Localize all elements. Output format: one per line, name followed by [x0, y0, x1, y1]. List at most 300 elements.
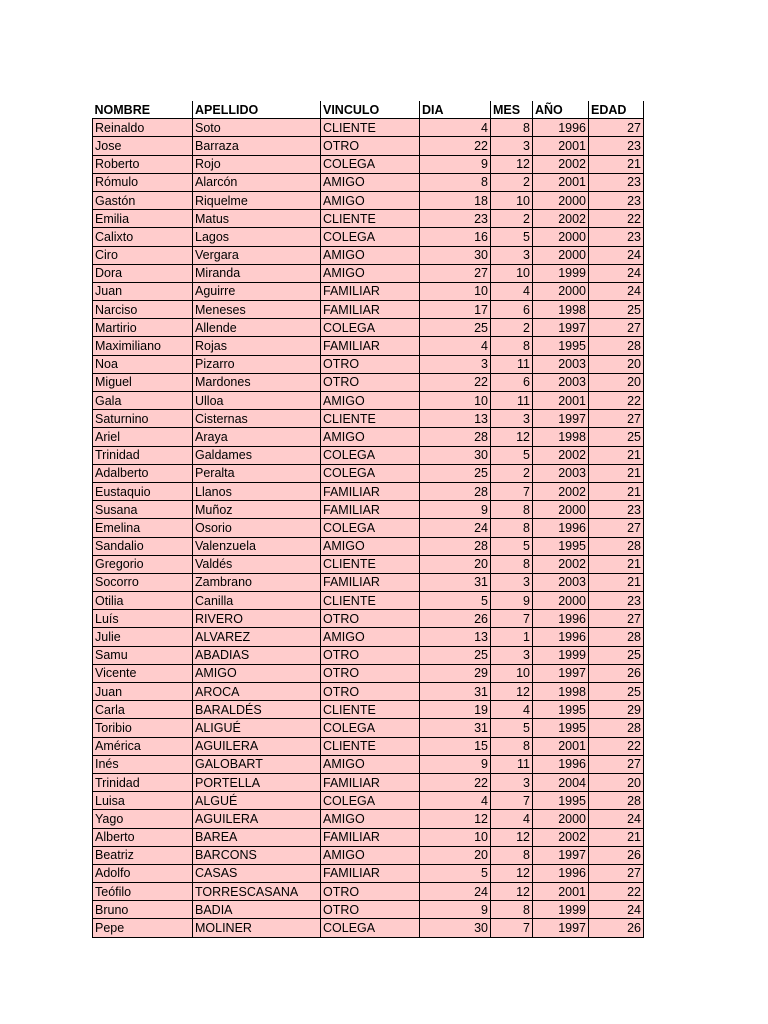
- cell-dia[interactable]: 5: [420, 864, 491, 882]
- cell-mes[interactable]: 5: [491, 228, 533, 246]
- cell-anio[interactable]: 2002: [533, 555, 589, 573]
- cell-vinculo[interactable]: CLIENTE: [321, 555, 420, 573]
- cell-dia[interactable]: 24: [420, 883, 491, 901]
- cell-apellido[interactable]: Rojas: [193, 337, 321, 355]
- cell-dia[interactable]: 4: [420, 792, 491, 810]
- cell-apellido[interactable]: Mardones: [193, 373, 321, 391]
- cell-apellido[interactable]: GALOBART: [193, 755, 321, 773]
- cell-vinculo[interactable]: FAMILIAR: [321, 573, 420, 591]
- cell-mes[interactable]: 3: [491, 573, 533, 591]
- cell-dia[interactable]: 30: [420, 919, 491, 937]
- cell-vinculo[interactable]: COLEGA: [321, 919, 420, 937]
- cell-edad[interactable]: 25: [589, 683, 644, 701]
- cell-anio[interactable]: 2001: [533, 137, 589, 155]
- cell-mes[interactable]: 10: [491, 664, 533, 682]
- cell-dia[interactable]: 23: [420, 210, 491, 228]
- cell-edad[interactable]: 23: [589, 137, 644, 155]
- cell-nombre[interactable]: Emilia: [93, 210, 193, 228]
- cell-dia[interactable]: 13: [420, 628, 491, 646]
- cell-nombre[interactable]: Saturnino: [93, 410, 193, 428]
- cell-dia[interactable]: 26: [420, 610, 491, 628]
- cell-nombre[interactable]: Sandalio: [93, 537, 193, 555]
- cell-apellido[interactable]: Pizarro: [193, 355, 321, 373]
- cell-mes[interactable]: 8: [491, 737, 533, 755]
- cell-edad[interactable]: 21: [589, 464, 644, 482]
- cell-mes[interactable]: 4: [491, 282, 533, 300]
- cell-vinculo[interactable]: FAMILIAR: [321, 337, 420, 355]
- cell-anio[interactable]: 2002: [533, 210, 589, 228]
- cell-apellido[interactable]: ABADIAS: [193, 646, 321, 664]
- cell-edad[interactable]: 21: [589, 446, 644, 464]
- column-header-apellido[interactable]: APELLIDO: [193, 101, 321, 119]
- cell-apellido[interactable]: Miranda: [193, 264, 321, 282]
- cell-nombre[interactable]: Trinidad: [93, 773, 193, 791]
- cell-dia[interactable]: 27: [420, 264, 491, 282]
- cell-mes[interactable]: 12: [491, 155, 533, 173]
- cell-nombre[interactable]: Narciso: [93, 301, 193, 319]
- cell-vinculo[interactable]: FAMILIAR: [321, 828, 420, 846]
- cell-apellido[interactable]: Alarcón: [193, 173, 321, 191]
- cell-dia[interactable]: 9: [420, 501, 491, 519]
- cell-edad[interactable]: 24: [589, 901, 644, 919]
- cell-anio[interactable]: 2002: [533, 155, 589, 173]
- cell-vinculo[interactable]: OTRO: [321, 683, 420, 701]
- cell-dia[interactable]: 20: [420, 846, 491, 864]
- cell-dia[interactable]: 10: [420, 828, 491, 846]
- cell-anio[interactable]: 1996: [533, 864, 589, 882]
- cell-nombre[interactable]: Ciro: [93, 246, 193, 264]
- cell-vinculo[interactable]: AMIGO: [321, 846, 420, 864]
- cell-edad[interactable]: 22: [589, 883, 644, 901]
- cell-vinculo[interactable]: FAMILIAR: [321, 301, 420, 319]
- cell-mes[interactable]: 10: [491, 191, 533, 209]
- cell-nombre[interactable]: Yago: [93, 810, 193, 828]
- cell-vinculo[interactable]: CLIENTE: [321, 119, 420, 137]
- cell-apellido[interactable]: Matus: [193, 210, 321, 228]
- cell-mes[interactable]: 5: [491, 537, 533, 555]
- cell-edad[interactable]: 22: [589, 392, 644, 410]
- cell-edad[interactable]: 27: [589, 610, 644, 628]
- cell-mes[interactable]: 2: [491, 464, 533, 482]
- cell-vinculo[interactable]: OTRO: [321, 883, 420, 901]
- cell-anio[interactable]: 1997: [533, 919, 589, 937]
- cell-anio[interactable]: 1996: [533, 628, 589, 646]
- cell-anio[interactable]: 1996: [533, 519, 589, 537]
- cell-edad[interactable]: 29: [589, 701, 644, 719]
- cell-anio[interactable]: 2000: [533, 228, 589, 246]
- cell-edad[interactable]: 27: [589, 519, 644, 537]
- cell-apellido[interactable]: Osorio: [193, 519, 321, 537]
- cell-dia[interactable]: 31: [420, 719, 491, 737]
- column-header-nombre[interactable]: NOMBRE: [93, 101, 193, 119]
- cell-dia[interactable]: 18: [420, 191, 491, 209]
- cell-mes[interactable]: 1: [491, 628, 533, 646]
- cell-apellido[interactable]: Araya: [193, 428, 321, 446]
- cell-edad[interactable]: 24: [589, 810, 644, 828]
- cell-anio[interactable]: 1995: [533, 537, 589, 555]
- cell-apellido[interactable]: TORRESCASANA: [193, 883, 321, 901]
- cell-nombre[interactable]: Luisa: [93, 792, 193, 810]
- cell-dia[interactable]: 3: [420, 355, 491, 373]
- cell-vinculo[interactable]: CLIENTE: [321, 701, 420, 719]
- cell-edad[interactable]: 25: [589, 301, 644, 319]
- cell-mes[interactable]: 8: [491, 119, 533, 137]
- cell-nombre[interactable]: Pepe: [93, 919, 193, 937]
- cell-anio[interactable]: 2004: [533, 773, 589, 791]
- cell-edad[interactable]: 22: [589, 737, 644, 755]
- cell-anio[interactable]: 1998: [533, 301, 589, 319]
- cell-dia[interactable]: 28: [420, 482, 491, 500]
- cell-nombre[interactable]: Juan: [93, 683, 193, 701]
- cell-mes[interactable]: 12: [491, 828, 533, 846]
- cell-mes[interactable]: 12: [491, 883, 533, 901]
- cell-vinculo[interactable]: AMIGO: [321, 392, 420, 410]
- cell-mes[interactable]: 12: [491, 864, 533, 882]
- cell-dia[interactable]: 24: [420, 519, 491, 537]
- cell-edad[interactable]: 28: [589, 537, 644, 555]
- cell-mes[interactable]: 7: [491, 919, 533, 937]
- cell-vinculo[interactable]: COLEGA: [321, 155, 420, 173]
- cell-vinculo[interactable]: COLEGA: [321, 446, 420, 464]
- cell-anio[interactable]: 2001: [533, 883, 589, 901]
- cell-edad[interactable]: 23: [589, 592, 644, 610]
- cell-apellido[interactable]: BAREA: [193, 828, 321, 846]
- cell-mes[interactable]: 8: [491, 555, 533, 573]
- cell-mes[interactable]: 3: [491, 410, 533, 428]
- cell-anio[interactable]: 1998: [533, 683, 589, 701]
- cell-vinculo[interactable]: AMIGO: [321, 810, 420, 828]
- cell-nombre[interactable]: Beatriz: [93, 846, 193, 864]
- cell-vinculo[interactable]: AMIGO: [321, 628, 420, 646]
- cell-anio[interactable]: 2000: [533, 501, 589, 519]
- cell-nombre[interactable]: Julie: [93, 628, 193, 646]
- cell-dia[interactable]: 10: [420, 282, 491, 300]
- cell-anio[interactable]: 1996: [533, 119, 589, 137]
- cell-mes[interactable]: 4: [491, 701, 533, 719]
- column-header-vinculo[interactable]: VINCULO: [321, 101, 420, 119]
- cell-mes[interactable]: 2: [491, 173, 533, 191]
- cell-nombre[interactable]: Noa: [93, 355, 193, 373]
- cell-dia[interactable]: 28: [420, 537, 491, 555]
- cell-dia[interactable]: 5: [420, 592, 491, 610]
- cell-mes[interactable]: 10: [491, 264, 533, 282]
- cell-vinculo[interactable]: COLEGA: [321, 228, 420, 246]
- cell-dia[interactable]: 31: [420, 683, 491, 701]
- cell-vinculo[interactable]: CLIENTE: [321, 210, 420, 228]
- cell-nombre[interactable]: América: [93, 737, 193, 755]
- cell-anio[interactable]: 2000: [533, 810, 589, 828]
- cell-nombre[interactable]: Vicente: [93, 664, 193, 682]
- cell-apellido[interactable]: BADIA: [193, 901, 321, 919]
- cell-edad[interactable]: 20: [589, 355, 644, 373]
- cell-mes[interactable]: 3: [491, 137, 533, 155]
- cell-dia[interactable]: 13: [420, 410, 491, 428]
- cell-vinculo[interactable]: OTRO: [321, 137, 420, 155]
- cell-nombre[interactable]: Ariel: [93, 428, 193, 446]
- cell-apellido[interactable]: BARALDÉS: [193, 701, 321, 719]
- cell-dia[interactable]: 4: [420, 119, 491, 137]
- cell-nombre[interactable]: Otilia: [93, 592, 193, 610]
- cell-nombre[interactable]: Rómulo: [93, 173, 193, 191]
- cell-nombre[interactable]: Reinaldo: [93, 119, 193, 137]
- cell-anio[interactable]: 2001: [533, 392, 589, 410]
- cell-apellido[interactable]: Meneses: [193, 301, 321, 319]
- cell-edad[interactable]: 21: [589, 482, 644, 500]
- cell-apellido[interactable]: Cisternas: [193, 410, 321, 428]
- cell-mes[interactable]: 2: [491, 210, 533, 228]
- cell-edad[interactable]: 21: [589, 155, 644, 173]
- cell-nombre[interactable]: Martirio: [93, 319, 193, 337]
- cell-mes[interactable]: 6: [491, 373, 533, 391]
- cell-vinculo[interactable]: AMIGO: [321, 173, 420, 191]
- cell-vinculo[interactable]: COLEGA: [321, 519, 420, 537]
- cell-mes[interactable]: 12: [491, 683, 533, 701]
- cell-mes[interactable]: 5: [491, 719, 533, 737]
- cell-edad[interactable]: 28: [589, 628, 644, 646]
- cell-anio[interactable]: 1998: [533, 428, 589, 446]
- cell-anio[interactable]: 2003: [533, 355, 589, 373]
- cell-apellido[interactable]: Llanos: [193, 482, 321, 500]
- cell-dia[interactable]: 9: [420, 755, 491, 773]
- cell-edad[interactable]: 26: [589, 664, 644, 682]
- cell-vinculo[interactable]: FAMILIAR: [321, 864, 420, 882]
- cell-mes[interactable]: 8: [491, 337, 533, 355]
- cell-mes[interactable]: 3: [491, 246, 533, 264]
- cell-apellido[interactable]: AGUILERA: [193, 737, 321, 755]
- cell-nombre[interactable]: Samu: [93, 646, 193, 664]
- cell-nombre[interactable]: Inés: [93, 755, 193, 773]
- cell-nombre[interactable]: Trinidad: [93, 446, 193, 464]
- cell-nombre[interactable]: Socorro: [93, 573, 193, 591]
- cell-apellido[interactable]: PORTELLA: [193, 773, 321, 791]
- cell-apellido[interactable]: ALIGUÉ: [193, 719, 321, 737]
- column-header-mes[interactable]: MES: [491, 101, 533, 119]
- cell-apellido[interactable]: ALVAREZ: [193, 628, 321, 646]
- cell-nombre[interactable]: Susana: [93, 501, 193, 519]
- cell-nombre[interactable]: Gala: [93, 392, 193, 410]
- cell-edad[interactable]: 27: [589, 410, 644, 428]
- cell-edad[interactable]: 27: [589, 119, 644, 137]
- cell-mes[interactable]: 11: [491, 755, 533, 773]
- cell-dia[interactable]: 10: [420, 392, 491, 410]
- cell-edad[interactable]: 27: [589, 755, 644, 773]
- cell-mes[interactable]: 11: [491, 392, 533, 410]
- cell-nombre[interactable]: Teófilo: [93, 883, 193, 901]
- cell-anio[interactable]: 1999: [533, 264, 589, 282]
- cell-dia[interactable]: 28: [420, 428, 491, 446]
- cell-anio[interactable]: 1997: [533, 664, 589, 682]
- cell-apellido[interactable]: RIVERO: [193, 610, 321, 628]
- cell-dia[interactable]: 15: [420, 737, 491, 755]
- cell-nombre[interactable]: Roberto: [93, 155, 193, 173]
- cell-edad[interactable]: 24: [589, 282, 644, 300]
- cell-apellido[interactable]: CASAS: [193, 864, 321, 882]
- cell-anio[interactable]: 2003: [533, 464, 589, 482]
- cell-nombre[interactable]: Gregorio: [93, 555, 193, 573]
- cell-anio[interactable]: 1996: [533, 610, 589, 628]
- cell-dia[interactable]: 9: [420, 155, 491, 173]
- cell-anio[interactable]: 2000: [533, 592, 589, 610]
- cell-edad[interactable]: 25: [589, 646, 644, 664]
- cell-dia[interactable]: 8: [420, 173, 491, 191]
- cell-vinculo[interactable]: FAMILIAR: [321, 282, 420, 300]
- cell-dia[interactable]: 30: [420, 246, 491, 264]
- cell-mes[interactable]: 2: [491, 319, 533, 337]
- cell-vinculo[interactable]: FAMILIAR: [321, 501, 420, 519]
- cell-dia[interactable]: 25: [420, 464, 491, 482]
- cell-edad[interactable]: 23: [589, 173, 644, 191]
- cell-apellido[interactable]: AROCA: [193, 683, 321, 701]
- cell-mes[interactable]: 6: [491, 301, 533, 319]
- cell-apellido[interactable]: Soto: [193, 119, 321, 137]
- cell-dia[interactable]: 25: [420, 646, 491, 664]
- cell-vinculo[interactable]: OTRO: [321, 610, 420, 628]
- cell-anio[interactable]: 1996: [533, 755, 589, 773]
- cell-apellido[interactable]: BARCONS: [193, 846, 321, 864]
- cell-apellido[interactable]: Galdames: [193, 446, 321, 464]
- cell-anio[interactable]: 2003: [533, 373, 589, 391]
- cell-apellido[interactable]: Rojo: [193, 155, 321, 173]
- cell-vinculo[interactable]: FAMILIAR: [321, 482, 420, 500]
- cell-apellido[interactable]: Aguirre: [193, 282, 321, 300]
- cell-edad[interactable]: 25: [589, 428, 644, 446]
- cell-edad[interactable]: 24: [589, 246, 644, 264]
- cell-anio[interactable]: 1997: [533, 846, 589, 864]
- cell-anio[interactable]: 1999: [533, 901, 589, 919]
- cell-vinculo[interactable]: OTRO: [321, 373, 420, 391]
- cell-vinculo[interactable]: AMIGO: [321, 246, 420, 264]
- cell-apellido[interactable]: Valenzuela: [193, 537, 321, 555]
- cell-dia[interactable]: 30: [420, 446, 491, 464]
- cell-nombre[interactable]: Gastón: [93, 191, 193, 209]
- cell-apellido[interactable]: AGUILERA: [193, 810, 321, 828]
- cell-mes[interactable]: 3: [491, 646, 533, 664]
- cell-nombre[interactable]: Emelina: [93, 519, 193, 537]
- cell-mes[interactable]: 3: [491, 773, 533, 791]
- cell-anio[interactable]: 1995: [533, 719, 589, 737]
- cell-nombre[interactable]: Bruno: [93, 901, 193, 919]
- cell-mes[interactable]: 7: [491, 610, 533, 628]
- cell-apellido[interactable]: Valdés: [193, 555, 321, 573]
- cell-edad[interactable]: 26: [589, 919, 644, 937]
- cell-dia[interactable]: 25: [420, 319, 491, 337]
- cell-edad[interactable]: 21: [589, 573, 644, 591]
- cell-mes[interactable]: 12: [491, 428, 533, 446]
- cell-mes[interactable]: 8: [491, 519, 533, 537]
- cell-edad[interactable]: 21: [589, 555, 644, 573]
- cell-anio[interactable]: 2002: [533, 446, 589, 464]
- cell-apellido[interactable]: Barraza: [193, 137, 321, 155]
- column-header-dia[interactable]: DIA: [420, 101, 491, 119]
- cell-edad[interactable]: 28: [589, 792, 644, 810]
- cell-apellido[interactable]: ALGUÉ: [193, 792, 321, 810]
- cell-vinculo[interactable]: CLIENTE: [321, 592, 420, 610]
- cell-anio[interactable]: 2002: [533, 828, 589, 846]
- cell-dia[interactable]: 12: [420, 810, 491, 828]
- cell-dia[interactable]: 22: [420, 773, 491, 791]
- cell-anio[interactable]: 2001: [533, 737, 589, 755]
- cell-edad[interactable]: 23: [589, 501, 644, 519]
- cell-apellido[interactable]: Peralta: [193, 464, 321, 482]
- cell-dia[interactable]: 17: [420, 301, 491, 319]
- cell-vinculo[interactable]: AMIGO: [321, 537, 420, 555]
- cell-vinculo[interactable]: AMIGO: [321, 755, 420, 773]
- cell-dia[interactable]: 22: [420, 137, 491, 155]
- column-header-edad[interactable]: EDAD: [589, 101, 644, 119]
- cell-dia[interactable]: 9: [420, 901, 491, 919]
- cell-vinculo[interactable]: AMIGO: [321, 191, 420, 209]
- cell-apellido[interactable]: Muñoz: [193, 501, 321, 519]
- cell-dia[interactable]: 31: [420, 573, 491, 591]
- cell-apellido[interactable]: Riquelme: [193, 191, 321, 209]
- cell-vinculo[interactable]: COLEGA: [321, 792, 420, 810]
- cell-anio[interactable]: 2001: [533, 173, 589, 191]
- cell-edad[interactable]: 22: [589, 210, 644, 228]
- cell-edad[interactable]: 27: [589, 864, 644, 882]
- cell-mes[interactable]: 8: [491, 501, 533, 519]
- cell-nombre[interactable]: Eustaquio: [93, 482, 193, 500]
- cell-apellido[interactable]: Vergara: [193, 246, 321, 264]
- cell-nombre[interactable]: Dora: [93, 264, 193, 282]
- cell-nombre[interactable]: Adalberto: [93, 464, 193, 482]
- cell-mes[interactable]: 4: [491, 810, 533, 828]
- cell-vinculo[interactable]: OTRO: [321, 355, 420, 373]
- cell-nombre[interactable]: Adolfo: [93, 864, 193, 882]
- cell-vinculo[interactable]: CLIENTE: [321, 737, 420, 755]
- cell-mes[interactable]: 11: [491, 355, 533, 373]
- cell-anio[interactable]: 2000: [533, 282, 589, 300]
- cell-apellido[interactable]: Lagos: [193, 228, 321, 246]
- cell-vinculo[interactable]: COLEGA: [321, 319, 420, 337]
- cell-nombre[interactable]: Calixto: [93, 228, 193, 246]
- cell-dia[interactable]: 16: [420, 228, 491, 246]
- cell-anio[interactable]: 1997: [533, 319, 589, 337]
- cell-dia[interactable]: 4: [420, 337, 491, 355]
- cell-dia[interactable]: 20: [420, 555, 491, 573]
- cell-edad[interactable]: 24: [589, 264, 644, 282]
- cell-mes[interactable]: 5: [491, 446, 533, 464]
- cell-dia[interactable]: 22: [420, 373, 491, 391]
- cell-apellido[interactable]: AMIGO: [193, 664, 321, 682]
- cell-edad[interactable]: 23: [589, 191, 644, 209]
- cell-vinculo[interactable]: CLIENTE: [321, 410, 420, 428]
- cell-vinculo[interactable]: AMIGO: [321, 264, 420, 282]
- cell-edad[interactable]: 28: [589, 337, 644, 355]
- cell-dia[interactable]: 19: [420, 701, 491, 719]
- cell-apellido[interactable]: MOLINER: [193, 919, 321, 937]
- cell-nombre[interactable]: Jose: [93, 137, 193, 155]
- cell-edad[interactable]: 21: [589, 828, 644, 846]
- cell-apellido[interactable]: Canilla: [193, 592, 321, 610]
- cell-vinculo[interactable]: AMIGO: [321, 428, 420, 446]
- cell-anio[interactable]: 2000: [533, 246, 589, 264]
- cell-nombre[interactable]: Alberto: [93, 828, 193, 846]
- cell-mes[interactable]: 7: [491, 792, 533, 810]
- cell-edad[interactable]: 27: [589, 319, 644, 337]
- cell-nombre[interactable]: Carla: [93, 701, 193, 719]
- cell-dia[interactable]: 29: [420, 664, 491, 682]
- cell-apellido[interactable]: Ulloa: [193, 392, 321, 410]
- cell-anio[interactable]: 2000: [533, 191, 589, 209]
- cell-anio[interactable]: 1999: [533, 646, 589, 664]
- cell-nombre[interactable]: Miguel: [93, 373, 193, 391]
- cell-nombre[interactable]: Toribio: [93, 719, 193, 737]
- cell-vinculo[interactable]: COLEGA: [321, 464, 420, 482]
- cell-vinculo[interactable]: FAMILIAR: [321, 773, 420, 791]
- cell-nombre[interactable]: Juan: [93, 282, 193, 300]
- cell-vinculo[interactable]: OTRO: [321, 664, 420, 682]
- cell-edad[interactable]: 23: [589, 228, 644, 246]
